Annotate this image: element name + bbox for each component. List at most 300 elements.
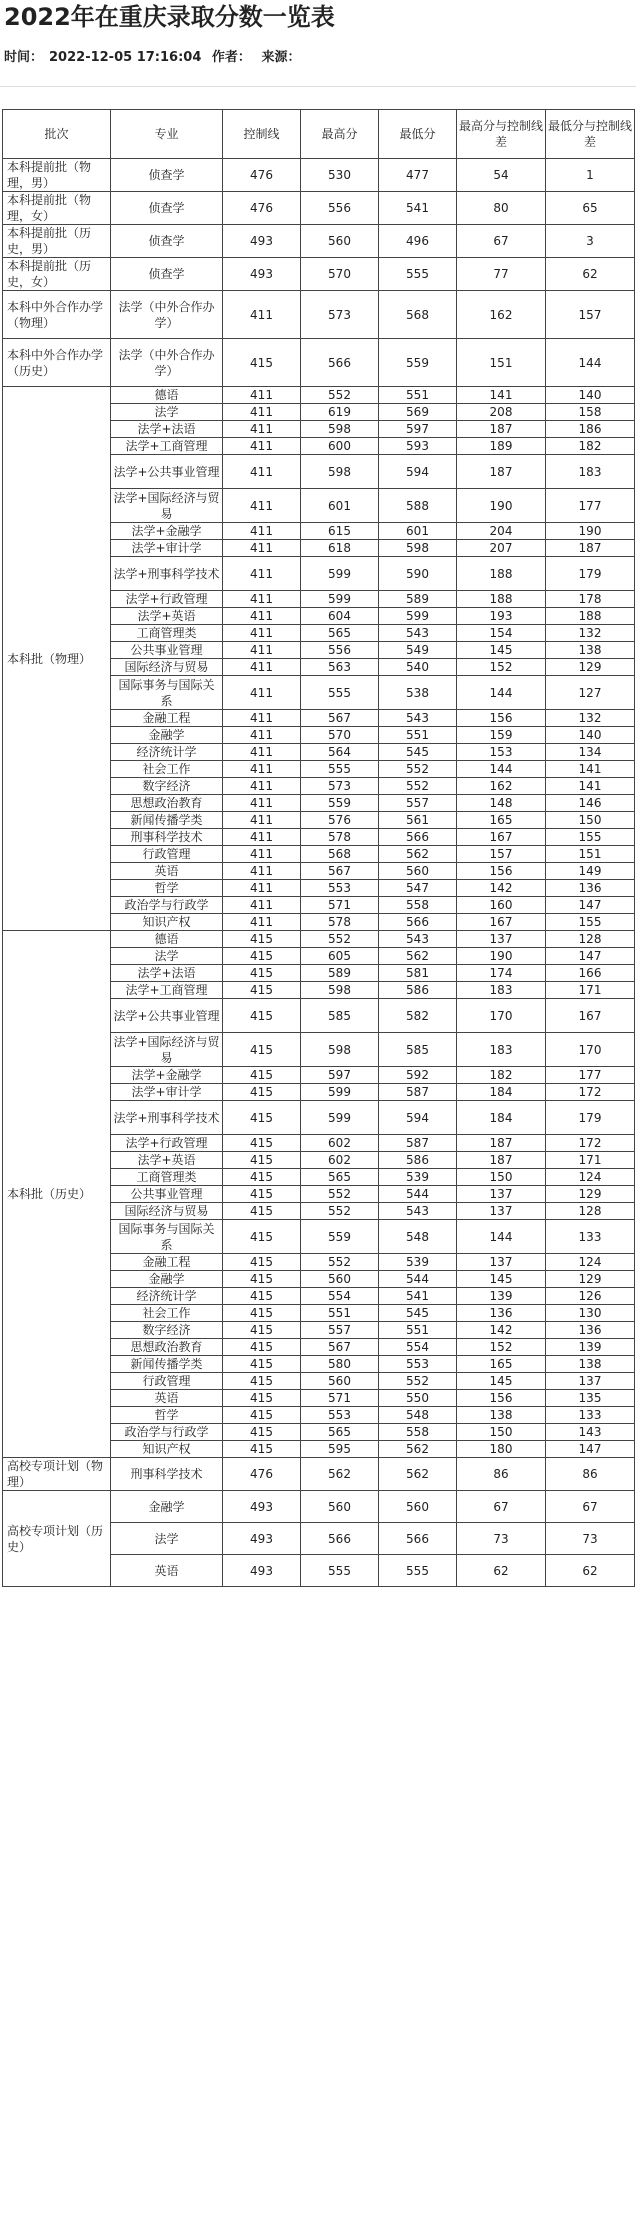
major-cell: 英语 <box>111 1555 223 1587</box>
max-score-cell: 598 <box>301 455 379 489</box>
control-line-cell: 415 <box>223 1203 301 1220</box>
header-min-score: 最低分 <box>379 110 457 159</box>
major-cell: 金融学 <box>111 1491 223 1523</box>
min-score-cell: 543 <box>379 931 457 948</box>
min-diff-cell: 135 <box>546 1390 635 1407</box>
max-diff-cell: 151 <box>457 339 546 387</box>
max-score-cell: 615 <box>301 523 379 540</box>
min-score-cell: 582 <box>379 999 457 1033</box>
min-score-cell: 547 <box>379 880 457 897</box>
header-max-score: 最高分 <box>301 110 379 159</box>
max-diff-cell: 174 <box>457 965 546 982</box>
control-line-cell: 493 <box>223 225 301 258</box>
max-score-cell: 601 <box>301 489 379 523</box>
min-diff-cell: 177 <box>546 489 635 523</box>
max-diff-cell: 150 <box>457 1424 546 1441</box>
max-score-cell: 553 <box>301 1407 379 1424</box>
min-diff-cell: 147 <box>546 1441 635 1458</box>
max-diff-cell: 187 <box>457 421 546 438</box>
major-cell: 知识产权 <box>111 914 223 931</box>
major-cell: 国际事务与国际关系 <box>111 676 223 710</box>
header-major: 专业 <box>111 110 223 159</box>
min-diff-cell: 151 <box>546 846 635 863</box>
max-score-cell: 530 <box>301 159 379 192</box>
max-diff-cell: 142 <box>457 880 546 897</box>
max-diff-cell: 67 <box>457 1491 546 1523</box>
max-score-cell: 576 <box>301 812 379 829</box>
major-cell: 侦查学 <box>111 192 223 225</box>
max-score-cell: 566 <box>301 1523 379 1555</box>
batch-cell: 高校专项计划（历史） <box>3 1491 111 1587</box>
major-cell: 法学+审计学 <box>111 1084 223 1101</box>
max-diff-cell: 62 <box>457 1555 546 1587</box>
source-label: 来源： <box>261 50 301 65</box>
control-line-cell: 493 <box>223 1555 301 1587</box>
min-score-cell: 539 <box>379 1169 457 1186</box>
min-score-cell: 543 <box>379 710 457 727</box>
max-score-cell: 585 <box>301 999 379 1033</box>
control-line-cell: 411 <box>223 761 301 778</box>
max-diff-cell: 145 <box>457 1271 546 1288</box>
table-header-row <box>3 110 635 159</box>
control-line-cell: 411 <box>223 625 301 642</box>
min-score-cell: 581 <box>379 965 457 982</box>
major-cell: 政治学与行政学 <box>111 1424 223 1441</box>
control-line-cell: 411 <box>223 778 301 795</box>
min-score-cell: 561 <box>379 812 457 829</box>
major-cell: 德语 <box>111 387 223 404</box>
major-cell: 法学+刑事科学技术 <box>111 557 223 591</box>
major-cell: 政治学与行政学 <box>111 897 223 914</box>
max-score-cell: 554 <box>301 1288 379 1305</box>
min-score-cell: 562 <box>379 846 457 863</box>
major-cell: 社会工作 <box>111 1305 223 1322</box>
min-diff-cell: 157 <box>546 291 635 339</box>
max-diff-cell: 190 <box>457 948 546 965</box>
max-score-cell: 563 <box>301 659 379 676</box>
max-score-cell: 551 <box>301 1305 379 1322</box>
min-diff-cell: 129 <box>546 1186 635 1203</box>
table-row <box>3 258 635 291</box>
max-score-cell: 564 <box>301 744 379 761</box>
article-meta <box>0 48 640 72</box>
max-score-cell: 597 <box>301 1067 379 1084</box>
control-line-cell: 476 <box>223 1458 301 1491</box>
min-score-cell: 594 <box>379 455 457 489</box>
major-cell: 哲学 <box>111 880 223 897</box>
max-score-cell: 578 <box>301 829 379 846</box>
max-score-cell: 552 <box>301 387 379 404</box>
control-line-cell: 411 <box>223 710 301 727</box>
max-diff-cell: 138 <box>457 1407 546 1424</box>
max-diff-cell: 86 <box>457 1458 546 1491</box>
table-row <box>3 339 635 387</box>
control-line-cell: 493 <box>223 258 301 291</box>
min-diff-cell: 140 <box>546 387 635 404</box>
major-cell: 法学 <box>111 404 223 421</box>
major-cell: 新闻传播学类 <box>111 812 223 829</box>
major-cell: 经济统计学 <box>111 744 223 761</box>
min-diff-cell: 130 <box>546 1305 635 1322</box>
control-line-cell: 493 <box>223 1523 301 1555</box>
max-diff-cell: 145 <box>457 1373 546 1390</box>
min-score-cell: 555 <box>379 258 457 291</box>
max-diff-cell: 137 <box>457 1254 546 1271</box>
divider <box>0 86 636 87</box>
min-score-cell: 543 <box>379 625 457 642</box>
control-line-cell: 411 <box>223 914 301 931</box>
batch-cell: 本科提前批（历史，女） <box>3 258 111 291</box>
min-diff-cell: 149 <box>546 863 635 880</box>
major-cell: 法学+刑事科学技术 <box>111 1101 223 1135</box>
table-row <box>3 931 635 948</box>
batch-cell: 本科批（物理） <box>3 387 111 931</box>
max-diff-cell: 188 <box>457 591 546 608</box>
min-score-cell: 538 <box>379 676 457 710</box>
max-score-cell: 589 <box>301 965 379 982</box>
max-diff-cell: 137 <box>457 1203 546 1220</box>
control-line-cell: 411 <box>223 846 301 863</box>
min-score-cell: 566 <box>379 829 457 846</box>
max-score-cell: 598 <box>301 982 379 999</box>
min-score-cell: 560 <box>379 1491 457 1523</box>
min-diff-cell: 170 <box>546 1033 635 1067</box>
min-diff-cell: 86 <box>546 1458 635 1491</box>
max-diff-cell: 180 <box>457 1441 546 1458</box>
min-diff-cell: 132 <box>546 625 635 642</box>
min-diff-cell: 140 <box>546 727 635 744</box>
max-score-cell: 599 <box>301 1084 379 1101</box>
max-diff-cell: 184 <box>457 1084 546 1101</box>
major-cell: 数字经济 <box>111 778 223 795</box>
max-diff-cell: 204 <box>457 523 546 540</box>
max-diff-cell: 153 <box>457 744 546 761</box>
max-score-cell: 559 <box>301 1220 379 1254</box>
min-score-cell: 539 <box>379 1254 457 1271</box>
min-score-cell: 545 <box>379 1305 457 1322</box>
max-score-cell: 560 <box>301 1491 379 1523</box>
max-score-cell: 598 <box>301 421 379 438</box>
header-max-diff: 最高分与控制线差 <box>457 110 546 159</box>
max-score-cell: 567 <box>301 1339 379 1356</box>
control-line-cell: 415 <box>223 1169 301 1186</box>
min-score-cell: 550 <box>379 1390 457 1407</box>
min-diff-cell: 172 <box>546 1084 635 1101</box>
author-label: 作者： <box>211 50 251 65</box>
major-cell: 刑事科学技术 <box>111 1458 223 1491</box>
major-cell: 法学+英语 <box>111 608 223 625</box>
max-diff-cell: 157 <box>457 846 546 863</box>
min-score-cell: 553 <box>379 1356 457 1373</box>
min-diff-cell: 155 <box>546 829 635 846</box>
table-row <box>3 1491 635 1523</box>
min-diff-cell: 65 <box>546 192 635 225</box>
major-cell: 法学+工商管理 <box>111 982 223 999</box>
control-line-cell: 415 <box>223 1339 301 1356</box>
max-diff-cell: 182 <box>457 1067 546 1084</box>
min-diff-cell: 171 <box>546 1152 635 1169</box>
control-line-cell: 415 <box>223 965 301 982</box>
max-score-cell: 552 <box>301 931 379 948</box>
max-diff-cell: 165 <box>457 1356 546 1373</box>
control-line-cell: 415 <box>223 1305 301 1322</box>
max-diff-cell: 144 <box>457 761 546 778</box>
min-score-cell: 549 <box>379 642 457 659</box>
max-diff-cell: 139 <box>457 1288 546 1305</box>
control-line-cell: 411 <box>223 557 301 591</box>
min-diff-cell: 138 <box>546 642 635 659</box>
max-score-cell: 602 <box>301 1135 379 1152</box>
max-diff-cell: 144 <box>457 676 546 710</box>
min-diff-cell: 136 <box>546 880 635 897</box>
min-diff-cell: 179 <box>546 1101 635 1135</box>
min-diff-cell: 150 <box>546 812 635 829</box>
max-score-cell: 595 <box>301 1441 379 1458</box>
table-body <box>3 159 635 1587</box>
min-score-cell: 585 <box>379 1033 457 1067</box>
control-line-cell: 411 <box>223 387 301 404</box>
table-row <box>3 387 635 404</box>
min-score-cell: 548 <box>379 1407 457 1424</box>
control-line-cell: 411 <box>223 727 301 744</box>
control-line-cell: 415 <box>223 1254 301 1271</box>
header-min-diff: 最低分与控制线差 <box>546 110 635 159</box>
max-score-cell: 560 <box>301 1271 379 1288</box>
control-line-cell: 411 <box>223 863 301 880</box>
control-line-cell: 411 <box>223 795 301 812</box>
max-diff-cell: 73 <box>457 1523 546 1555</box>
min-score-cell: 587 <box>379 1084 457 1101</box>
min-score-cell: 551 <box>379 727 457 744</box>
min-score-cell: 555 <box>379 1555 457 1587</box>
min-score-cell: 569 <box>379 404 457 421</box>
max-score-cell: 562 <box>301 1458 379 1491</box>
max-score-cell: 599 <box>301 1101 379 1135</box>
min-diff-cell: 132 <box>546 710 635 727</box>
control-line-cell: 415 <box>223 982 301 999</box>
max-diff-cell: 156 <box>457 1390 546 1407</box>
header-batch: 批次 <box>3 110 111 159</box>
min-score-cell: 477 <box>379 159 457 192</box>
control-line-cell: 493 <box>223 1491 301 1523</box>
min-diff-cell: 138 <box>546 1356 635 1373</box>
major-cell: 行政管理 <box>111 846 223 863</box>
min-diff-cell: 139 <box>546 1339 635 1356</box>
major-cell: 知识产权 <box>111 1441 223 1458</box>
max-score-cell: 555 <box>301 1555 379 1587</box>
min-diff-cell: 187 <box>546 540 635 557</box>
min-score-cell: 543 <box>379 1203 457 1220</box>
control-line-cell: 415 <box>223 999 301 1033</box>
min-score-cell: 540 <box>379 659 457 676</box>
control-line-cell: 415 <box>223 339 301 387</box>
min-score-cell: 551 <box>379 387 457 404</box>
min-diff-cell: 3 <box>546 225 635 258</box>
min-score-cell: 552 <box>379 1373 457 1390</box>
min-score-cell: 496 <box>379 225 457 258</box>
control-line-cell: 476 <box>223 159 301 192</box>
table-row <box>3 192 635 225</box>
max-diff-cell: 184 <box>457 1101 546 1135</box>
max-score-cell: 571 <box>301 1390 379 1407</box>
batch-cell: 本科提前批（历史，男） <box>3 225 111 258</box>
max-diff-cell: 150 <box>457 1169 546 1186</box>
max-score-cell: 566 <box>301 339 379 387</box>
control-line-cell: 411 <box>223 880 301 897</box>
control-line-cell: 415 <box>223 1101 301 1135</box>
control-line-cell: 411 <box>223 438 301 455</box>
batch-cell: 本科提前批（物理，男） <box>3 159 111 192</box>
control-line-cell: 415 <box>223 1033 301 1067</box>
major-cell: 工商管理类 <box>111 625 223 642</box>
control-line-cell: 415 <box>223 1356 301 1373</box>
control-line-cell: 411 <box>223 455 301 489</box>
max-score-cell: 600 <box>301 438 379 455</box>
max-score-cell: 552 <box>301 1203 379 1220</box>
max-score-cell: 552 <box>301 1186 379 1203</box>
max-diff-cell: 154 <box>457 625 546 642</box>
control-line-cell: 415 <box>223 1322 301 1339</box>
max-score-cell: 552 <box>301 1254 379 1271</box>
min-score-cell: 592 <box>379 1067 457 1084</box>
max-score-cell: 570 <box>301 258 379 291</box>
min-score-cell: 560 <box>379 863 457 880</box>
max-score-cell: 570 <box>301 727 379 744</box>
max-score-cell: 578 <box>301 914 379 931</box>
major-cell: 法学+行政管理 <box>111 1135 223 1152</box>
major-cell: 侦查学 <box>111 225 223 258</box>
min-score-cell: 589 <box>379 591 457 608</box>
min-score-cell: 562 <box>379 1458 457 1491</box>
major-cell: 国际经济与贸易 <box>111 1203 223 1220</box>
major-cell: 法学+国际经济与贸易 <box>111 1033 223 1067</box>
max-diff-cell: 145 <box>457 642 546 659</box>
table-row <box>3 291 635 339</box>
max-score-cell: 599 <box>301 557 379 591</box>
max-score-cell: 602 <box>301 1152 379 1169</box>
table-row <box>3 159 635 192</box>
control-line-cell: 411 <box>223 659 301 676</box>
max-score-cell: 580 <box>301 1356 379 1373</box>
control-line-cell: 411 <box>223 540 301 557</box>
min-diff-cell: 179 <box>546 557 635 591</box>
min-score-cell: 554 <box>379 1339 457 1356</box>
major-cell: 工商管理类 <box>111 1169 223 1186</box>
major-cell: 金融学 <box>111 1271 223 1288</box>
min-diff-cell: 186 <box>546 421 635 438</box>
max-diff-cell: 152 <box>457 1339 546 1356</box>
min-diff-cell: 62 <box>546 1555 635 1587</box>
major-cell: 金融工程 <box>111 710 223 727</box>
max-diff-cell: 156 <box>457 710 546 727</box>
major-cell: 侦查学 <box>111 258 223 291</box>
min-score-cell: 562 <box>379 948 457 965</box>
min-diff-cell: 147 <box>546 948 635 965</box>
major-cell: 英语 <box>111 863 223 880</box>
max-diff-cell: 160 <box>457 897 546 914</box>
page-title: 2022年在重庆录取分数一览表 <box>4 3 335 31</box>
major-cell: 法学+公共事业管理 <box>111 455 223 489</box>
max-score-cell: 565 <box>301 625 379 642</box>
min-score-cell: 588 <box>379 489 457 523</box>
max-diff-cell: 142 <box>457 1322 546 1339</box>
major-cell: 哲学 <box>111 1407 223 1424</box>
min-diff-cell: 129 <box>546 659 635 676</box>
min-score-cell: 552 <box>379 761 457 778</box>
min-diff-cell: 190 <box>546 523 635 540</box>
max-diff-cell: 170 <box>457 999 546 1033</box>
min-score-cell: 586 <box>379 982 457 999</box>
max-diff-cell: 54 <box>457 159 546 192</box>
major-cell: 法学+法语 <box>111 421 223 438</box>
max-score-cell: 571 <box>301 897 379 914</box>
min-score-cell: 568 <box>379 291 457 339</box>
time-label: 时间： <box>4 50 44 65</box>
control-line-cell: 415 <box>223 1084 301 1101</box>
min-diff-cell: 1 <box>546 159 635 192</box>
min-diff-cell: 124 <box>546 1169 635 1186</box>
min-diff-cell: 133 <box>546 1407 635 1424</box>
min-diff-cell: 182 <box>546 438 635 455</box>
max-diff-cell: 137 <box>457 931 546 948</box>
max-diff-cell: 156 <box>457 863 546 880</box>
max-diff-cell: 189 <box>457 438 546 455</box>
min-diff-cell: 137 <box>546 1373 635 1390</box>
min-score-cell: 597 <box>379 421 457 438</box>
max-score-cell: 599 <box>301 591 379 608</box>
control-line-cell: 476 <box>223 192 301 225</box>
control-line-cell: 415 <box>223 1288 301 1305</box>
major-cell: 法学+金融学 <box>111 1067 223 1084</box>
major-cell: 法学+英语 <box>111 1152 223 1169</box>
min-score-cell: 566 <box>379 914 457 931</box>
max-score-cell: 556 <box>301 192 379 225</box>
max-diff-cell: 165 <box>457 812 546 829</box>
min-score-cell: 541 <box>379 1288 457 1305</box>
min-score-cell: 552 <box>379 778 457 795</box>
min-diff-cell: 129 <box>546 1271 635 1288</box>
max-diff-cell: 193 <box>457 608 546 625</box>
control-line-cell: 415 <box>223 1135 301 1152</box>
control-line-cell: 411 <box>223 404 301 421</box>
control-line-cell: 411 <box>223 812 301 829</box>
control-line-cell: 415 <box>223 1390 301 1407</box>
max-score-cell: 557 <box>301 1322 379 1339</box>
min-diff-cell: 73 <box>546 1523 635 1555</box>
min-diff-cell: 155 <box>546 914 635 931</box>
min-diff-cell: 147 <box>546 897 635 914</box>
max-diff-cell: 80 <box>457 192 546 225</box>
min-score-cell: 551 <box>379 1322 457 1339</box>
major-cell: 法学+国际经济与贸易 <box>111 489 223 523</box>
max-score-cell: 567 <box>301 710 379 727</box>
max-diff-cell: 187 <box>457 1152 546 1169</box>
min-diff-cell: 146 <box>546 795 635 812</box>
min-diff-cell: 183 <box>546 455 635 489</box>
major-cell: 法学+公共事业管理 <box>111 999 223 1033</box>
min-score-cell: 558 <box>379 897 457 914</box>
table-row <box>3 1458 635 1491</box>
max-diff-cell: 136 <box>457 1305 546 1322</box>
min-score-cell: 586 <box>379 1152 457 1169</box>
max-diff-cell: 187 <box>457 1135 546 1152</box>
max-diff-cell: 152 <box>457 659 546 676</box>
major-cell: 法学 <box>111 1523 223 1555</box>
min-diff-cell: 178 <box>546 591 635 608</box>
max-score-cell: 567 <box>301 863 379 880</box>
max-score-cell: 605 <box>301 948 379 965</box>
min-diff-cell: 166 <box>546 965 635 982</box>
